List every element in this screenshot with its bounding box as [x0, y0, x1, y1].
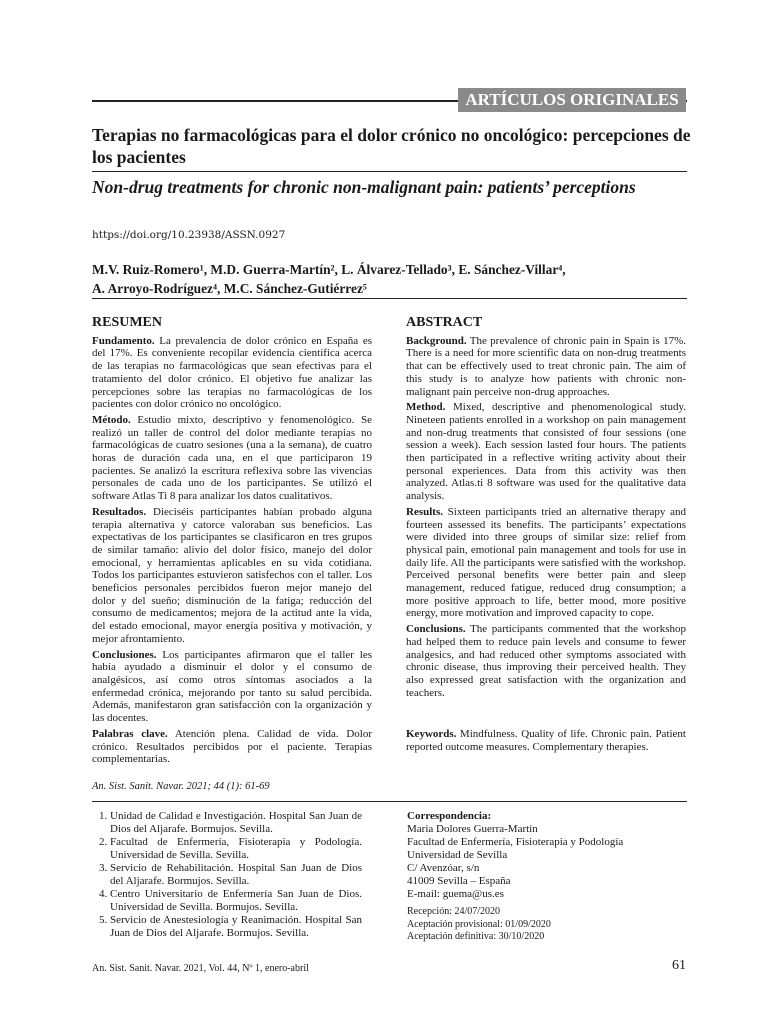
authors-divider	[92, 298, 687, 299]
abstract-method	[406, 401, 686, 503]
footer-journal: An. Sist. Sanit. Navar. 2021, Vol. 44, Nº 1, enero-abril	[92, 963, 309, 974]
resumen-fundamento	[92, 335, 372, 411]
palabras-label: Palabras clave.	[92, 727, 168, 740]
results-label: Results.	[406, 505, 443, 518]
resultados-label: Resultados.	[92, 505, 147, 518]
resumen-heading: RESUMEN	[92, 315, 163, 330]
correspondence-name: Maria Dolores Guerra-Martín	[407, 823, 538, 835]
affiliations	[92, 810, 362, 940]
provisional-date: Aceptación provisional: 01/09/2020	[407, 918, 551, 930]
abstract-results	[406, 506, 686, 620]
abstract-heading: ABSTRACT	[406, 315, 483, 330]
conclusions-text: The participants commented that the workshop had helped them to reduce pain levels and consume to fewer analgesics, and had reduced other symptoms associated with chronic disease, thus improving their perceived health. They also expressed great satisfaction with the organization and teachers.	[406, 623, 686, 699]
citation: An. Sist. Sanit. Navar. 2021; 44 (1): 61-69	[92, 781, 270, 792]
keywords-label: Keywords.	[406, 728, 457, 740]
abstract-keywords-block	[406, 728, 686, 756]
correspondence-univ: Universidad de Sevilla	[407, 849, 508, 861]
section-tag: ARTÍCULOS ORIGINALES	[458, 88, 686, 112]
affiliation-item: 1. Unidad de Calidad e Investigación. Hospital San Juan de Dios del Aljarafe. Bormujos. Sevilla.	[110, 810, 362, 836]
doi-link[interactable]: https://doi.org/10.23938/ASSN.0927	[92, 229, 286, 241]
authors-line-1: M.V. Ruiz-Romero¹, M.D. Guerra-Martín², L. Álvarez-Tellado³, E. Sánchez-Villar⁴,	[92, 262, 566, 277]
title-divider	[92, 171, 687, 172]
correspondence-email[interactable]: E-mail: guema@us.es	[407, 888, 504, 900]
received-date: Recepción: 24/07/2020	[407, 906, 501, 917]
page-number: 61	[672, 958, 686, 973]
authors	[92, 260, 692, 298]
final-date: Aceptación definitiva: 30/10/2020	[407, 931, 545, 942]
abstract-column	[406, 317, 686, 702]
resultados-text: Dieciséis participantes habían probado alguna terapia alternativa y catorce valoraban sus beneficios. Las expectativas de los participantes se clasificaron en tres grupos de similar tamaño: alivio del dolor físico, manejo del dolor emocional, y herramientas aplicables en su vida cotidiana. Todos los participantes estuvieron satisfechos con el taller. Los beneficios personales percibidos fueron mejor manejo del dolor y del sueño; disminución de la fatiga; reducción del consumo de medicamentos; mejora de la actitud ante la vida, del estado emocional, mayor energía positiva y motivación, y mejor afrontamiento.	[92, 505, 372, 645]
abstract-background	[406, 335, 686, 399]
affiliation-list	[92, 810, 362, 940]
abstract-conclusions	[406, 623, 686, 699]
resumen-column	[92, 317, 372, 769]
conclusiones-text: Los participantes afirmaron que el taller les había ayudado a disminuir el dolor y el consumo de analgésicos, así como otros síntomas asociados a la enfermedad crónica, mejorando por tanto su salud percibida. Además, manifestaron gran satisfacción con la organización y las docentes.	[92, 648, 372, 725]
conclusions-label: Conclusions.	[406, 623, 466, 636]
fundamento-label: Fundamento.	[92, 334, 155, 347]
affiliation-item: 4. Centro Universitario de Enfermería San Juan de Dios. Universidad de Sevilla. Bormujos. Sevilla.	[110, 888, 362, 914]
results-text: Sixteen participants tried an alternative therapy and fourteen assessed its benefits. The participants’ expectations were divided into three groups of similar size: relief from physical pain, emotional pain management and tools for use in daily life. All the participants were satisfied with the workshop. Perceived personal benefits were better pain and sleep management, reduced fatigue, reduced drug consumption; a more positive approach to life, better mood, more positive energy, more motivation and improved capacity to cope.	[406, 505, 686, 620]
method-text: Mixed, descriptive and phenomenological study. Nineteen patients enrolled in a workshop on pain management and non-drug treatments that consisted of four sessions (one session a week). Each session lasted four hours. The patients then participated in a reflective writing activity about their personal experiences. Data from this activity was then analyzed. Atlas.ti 8 software was used for the qualitative data analysis.	[406, 401, 686, 503]
metodo-text: Estudio mixto, descriptivo y fenomenológico. Se realizó un taller de control del dolor mediante terapias no farmacológicas de cuatro sesiones (una a la semana), de cuatro horas de duración cada una, en el que participaron 19 pacientes. Se analizó la escritura reflexiva sobre las vivencias personales de cada uno de los participantes. Se utilizó el software Atlas Ti 8 para analizar los datos cualitativos.	[92, 413, 372, 503]
method-label: Method.	[406, 401, 446, 414]
resumen-conclusiones	[92, 649, 372, 725]
resumen-resultados	[92, 506, 372, 646]
background-label: Background.	[406, 334, 467, 347]
fundamento-text: La prevalencia de dolor crónico en España es del 17%. Es conveniente recopilar evidencia científica acerca de las terapias no farmacológicas que sean efectivas para el tratamiento del dolor crónico. El objetivo fue analizar las percepciones sobre las terapias no farmacológicas de los pacientes con dolor crónico no oncológico.	[92, 334, 372, 411]
affiliation-item: 5. Servicio de Anestesiología y Reanimación. Hospital San Juan de Dios del Aljarafe. Bormujos. Sevilla.	[110, 914, 362, 940]
affiliation-item: 2. Facultad de Enfermería, Fisioterapia y Podología. Universidad de Sevilla. Sevilla.	[110, 836, 362, 862]
keywords-text: Mindfulness. Quality of life. Chronic pain. Patient reported outcome measures. Complementary therapies.	[406, 728, 686, 753]
citation-divider	[92, 801, 687, 802]
correspondence	[407, 810, 687, 944]
palabras-text: Atención plena. Calidad de vida. Dolor crónico. Resultados percibidos por el paciente. Terapias complementarias.	[92, 727, 372, 766]
correspondence-city: 41009 Sevilla – España	[407, 875, 511, 887]
conclusiones-label: Conclusiones.	[92, 648, 157, 661]
correspondence-heading: Correspondencia:	[407, 810, 492, 822]
correspondence-dept: Facultad de Enfermería, Fisioterapia y Podología	[407, 836, 624, 848]
metodo-label: Método.	[92, 413, 131, 426]
background-text: The prevalence of chronic pain in Spain is 17%. There is a need for more scientific data on non-drug treatments that can be effectively used to treat chronic pain. The aim of this study is to analyze how patients with chronic non-malignant pain perceive non-drug approaches.	[406, 334, 686, 398]
resumen-metodo	[92, 414, 372, 503]
correspondence-street: C/ Avenzóar, s/n	[407, 862, 480, 874]
authors-line-2: A. Arroyo-Rodríguez⁴, M.C. Sánchez-Gutiérrez⁵	[92, 281, 367, 296]
resumen-palabras	[92, 728, 372, 766]
abstract-keywords	[406, 728, 686, 753]
affiliation-item: 3. Servicio de Rehabilitación. Hospital San Juan de Dios del Aljarafe. Bormujos. Sevilla.	[110, 862, 362, 888]
title-spanish: Terapias no farmacológicas para el dolor crónico no oncológico: percepciones de los pacientes	[92, 125, 691, 167]
title-english: Non-drug treatments for chronic non-malignant pain: patients’ perceptions	[92, 177, 636, 197]
